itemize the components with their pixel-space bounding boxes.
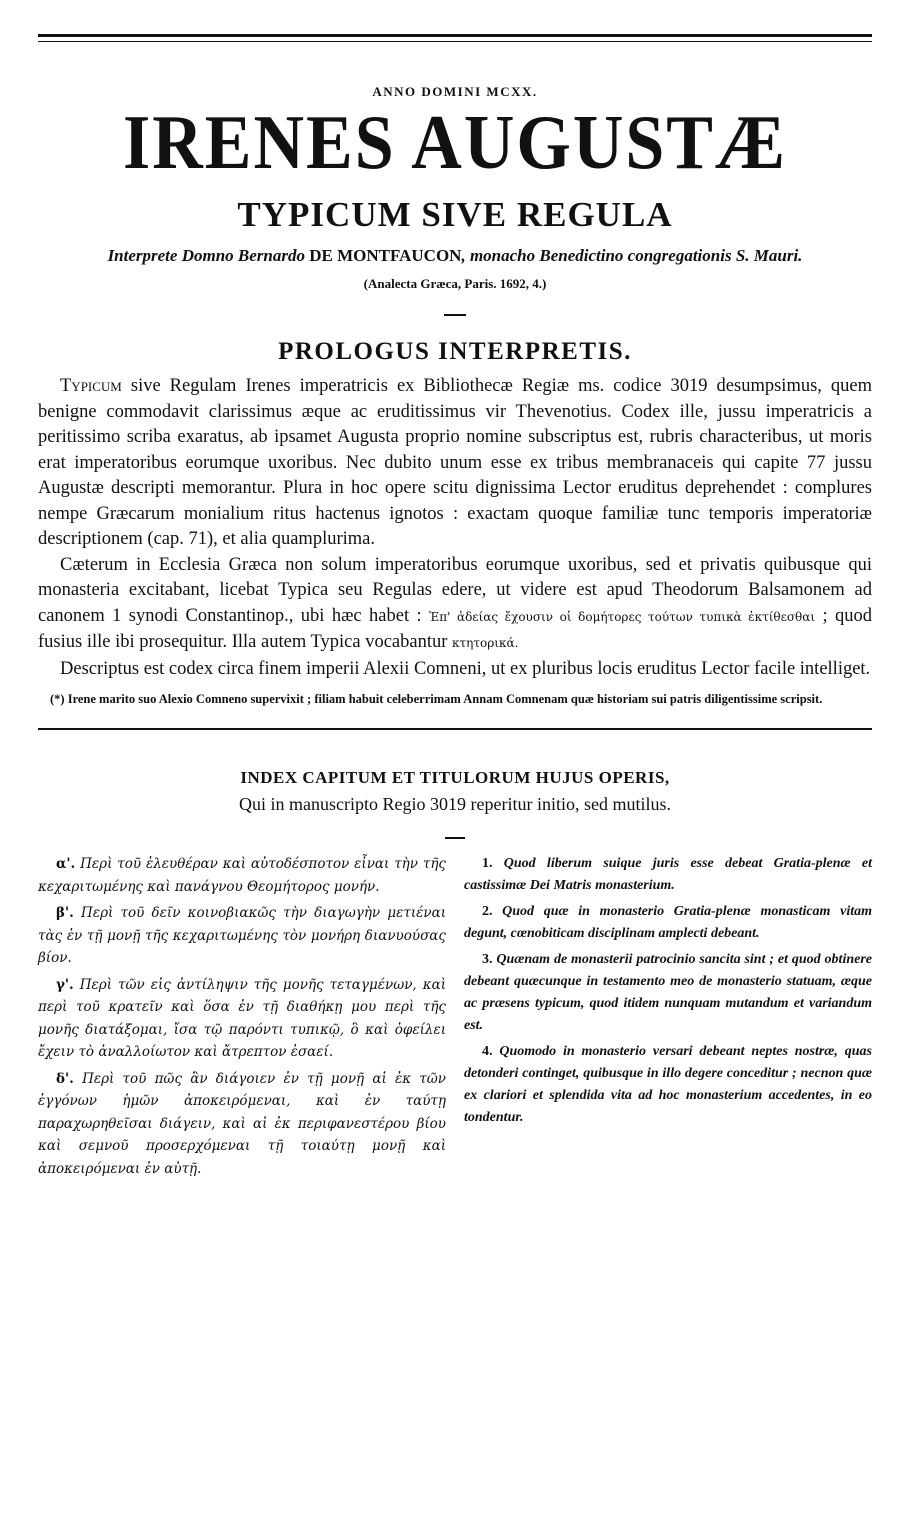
greek-entry-text: Περὶ τοῦ δεῖν κοινοβιακῶς τὴν διαγωγὴν μετιέναι τὰς ἐν τῇ μονῇ τῆς κεχαριτωμένης τὸν μονήρη διανυούσας βίον. <box>38 905 446 966</box>
index-heading: INDEX CAPITUM ET TITULORUM HUJUS OPERIS, <box>240 768 670 787</box>
prologue-text-1: sive Regulam Irenes imperatricis ex Bibliothecæ Regiæ ms. codice 3019 desumpsimus, quem benigne commodavit clarissimus æque ac eruditissimus vir Thevenotius. Codex ille, jussu imperatricis a peritissimo scriba exaratus, ab ipsamet Augusta proprio nomine subscriptus est, rubris characteribus, ut moris erat imperatoribus eorumque uxoribus. Nec dubito unum esse ex tribus membranaceis qui capite 77 jussu Augustæ descripti memorantur. Plura in hoc opere scitu dignissima Lector eruditus deprehendet : complures nempe Græcarum monialium ritus hactenus ignotos : exactam quoque familiæ tunc temporis imperatoriæ descriptionem (cap. 71), et alia quamplurima. <box>38 376 872 549</box>
index-columns <box>38 853 872 1184</box>
prologue-body <box>38 374 872 682</box>
prologue-text-2b: ; quod fusius ille ibi prosequitur. Illa autem Typica vocabantur <box>38 605 872 652</box>
latin-entry-text: Quomodo in monasterio versari debeant neptes nostræ, quas detonderi continget, quibusque in illo degere conceditur ; necnon quæ ex clariori et splendida vita ad hoc monasterium accedentes, in eo tondentur. <box>464 1044 872 1125</box>
translator-suffix: , monacho Benedictino congregationis S. Mauri. <box>461 246 803 265</box>
latin-entry-number: 2. <box>482 904 493 919</box>
index-subheading: Qui in manuscripto Regio 3019 reperitur initio, sed mutilus. <box>239 794 671 814</box>
separator-dash-2 <box>445 837 465 839</box>
greek-entry-text: Περὶ τοῦ ἐλευθέραν καὶ αὐτοδέσποτον εἶναι τὴν τῆς κεχαριτωμένης καὶ πανάγνου Θεομήτορος μονήν. <box>38 856 446 895</box>
main-title: IRENES AUGUSTÆ <box>122 100 787 186</box>
prologue-text-2a: Cæterum in Ecclesia Græca non solum imperatoribus eorumque uxoribus, sed et privatis quibusque qui monasteria excitabant, licebat Typica seu Regulas edere, ut videre est apud Theodorum Balsamonem ad canonem 1 synodi Constantinop., ubi hæc habet : <box>38 554 872 626</box>
translator-name: DE MONTFAUCON <box>309 246 462 265</box>
prologue-paragraph-2 <box>38 553 872 657</box>
greek-quote: Ἐπ' ἀδείας ἔχουσιν οἱ δομήτορες τούτων τυπικὰ ἐκτίθεσθαι <box>428 609 816 624</box>
translator-line <box>38 246 872 266</box>
latin-entry-number: 3. <box>482 952 493 967</box>
prologue-lead-word: Typicum <box>60 376 122 396</box>
greek-entry <box>38 974 446 1064</box>
latin-entry <box>464 949 872 1037</box>
latin-entry-number: 1. <box>482 856 493 871</box>
greek-entry-number: δ'. <box>56 1070 74 1087</box>
year-line: ANNO DOMINI MCXX. <box>372 84 538 99</box>
top-rule <box>38 34 872 42</box>
footnote: (*) Irene marito suo Alexio Comneno supervixit ; filiam habuit celeberrimam Annam Comnenam quæ historiam sui patris diligentissime scripsit. <box>50 692 823 706</box>
greek-entry-number: β'. <box>56 905 74 921</box>
greek-entry <box>38 1068 446 1181</box>
separator-dash <box>444 314 466 316</box>
prologue-heading: PROLOGUS INTERPRETIS. <box>278 338 632 365</box>
subtitle: TYPICUM SIVE REGULA <box>237 195 673 234</box>
greek-column <box>38 853 446 1184</box>
source-citation: (Analecta Græca, Paris. 1692, 4.) <box>363 276 547 291</box>
section-rule <box>38 728 872 730</box>
prologue-paragraph-3: Descriptus est codex circa finem imperii Alexii Comneni, ut ex pluribus locis eruditus Lector facile intelliget. <box>60 658 871 679</box>
latin-entry-text: Quænam de monasterii patrocinio sancita sint ; et quod obtinere debeant quæcunque in testamento meo de monasterio statuam, æque ac præsens typicum, quod itidem nunquam mutandum et variandum est. <box>464 952 872 1033</box>
latin-column <box>464 853 872 1184</box>
greek-entry-text: Περὶ τοῦ πῶς ἂν διάγοιεν ἐν τῇ μονῇ αἱ ἐκ τῶν ἐγγόνων ἡμῶν ἀποκειρόμεναι, καὶ ἐν ταύτῃ παραχωρηθεῖσαι διάγειν, καὶ αἱ ἐκ περιφανεστέρου βίου καὶ σεμνοῦ προσερχόμεναι τῇ τοιαύτῃ μονῇ καὶ ἀποκειρόμεναι ἐν αὐτῇ. <box>38 1070 446 1177</box>
greek-entry <box>38 902 446 970</box>
prologue-paragraph-1 <box>38 374 872 553</box>
latin-entry-number: 4. <box>482 1044 493 1059</box>
latin-entry <box>464 853 872 897</box>
translator-prefix: Interprete Domno Bernardo <box>107 246 310 265</box>
latin-entry <box>464 1041 872 1129</box>
greek-entry-text: Περὶ τῶν εἰς ἀντίληψιν τῆς μονῆς τεταγμένων, καὶ περὶ τοῦ κρατεῖν καὶ ὅσα ἐν τῇ διαθήκῃ μου περὶ τῆς μονῆς διατάξομαι, ἴσα τῷ παρόντι τυπικῷ, ὃ καὶ ὀφείλει ἔχειν τὸ ἀναλλοίωτον καὶ ἄτρεπτον ἐσαεί. <box>38 976 446 1060</box>
greek-entry <box>38 853 446 898</box>
latin-entry <box>464 901 872 945</box>
greek-entry-number: γ'. <box>56 976 74 993</box>
latin-entry-text: Quod liberum suique juris esse debeat Gratia-plenæ et castissimæ Dei Matris monasterium. <box>464 856 872 893</box>
greek-entry-number: α'. <box>56 856 76 872</box>
latin-entry-text: Quod quæ in monasterio Gratia-plenæ monasticam vitam degunt, cœnobiticam disciplinam amplecti debeant. <box>464 904 872 941</box>
page <box>38 34 872 1184</box>
greek-term: κτητορικά. <box>452 636 519 650</box>
